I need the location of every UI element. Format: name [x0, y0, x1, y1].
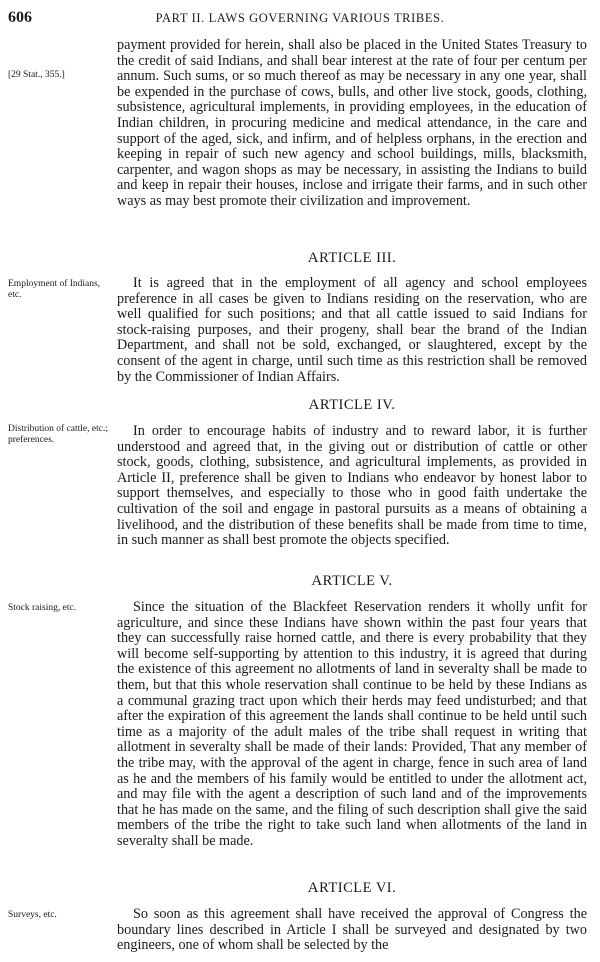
margin-note-distribution: Distribution of cattle, etc.; preferences.	[8, 424, 108, 445]
article-heading-3: ARTICLE III.	[307, 250, 397, 266]
running-head: PART II. LAWS GOVERNING VARIOUS TRIBES.	[155, 11, 445, 25]
article-heading-4: ARTICLE IV.	[308, 397, 396, 413]
article-3-paragraph	[117, 276, 587, 385]
article-heading-6: ARTICLE VI.	[307, 880, 397, 896]
article-5-paragraph	[117, 600, 587, 850]
margin-note-statute: [29 Stat., 355.]	[8, 70, 65, 80]
paragraph-text: payment provided for herein, shall also be placed in the United States Treasury to the credit of said Indians, and shall bear interest at the rate of four per centum per annum. Such sums, or so much thereof as may be necessary in any one year, shall be expended in the purchase of cows, bulls, and other live stock, goods, clothing, subsistence, agricultural implements, in providing employees, in the education of Indian children, in procuring medicine and medical attendance, in the care and support of the aged, sick, and infirm, and of helpless orphans, in the erection and keeping in repair of such new agency and school buildings, mills, blacksmith, carpenter, and wagon shops as may be necessary, in assisting the Indians to build and keep in repair their houses, inclose and irrigate their farms, and in such other ways as may best promote their civilization and improvement.	[117, 37, 587, 209]
page-header	[8, 9, 592, 29]
paragraph-continued	[117, 38, 587, 210]
article-6-paragraph	[117, 907, 587, 954]
paragraph-text: So soon as this agreement shall have received the approval of Congress the boundary lines described in Article I shall be surveyed and designated by two engineers, one of whom shall be selected by the	[117, 906, 587, 954]
margin-note-surveys: Surveys, etc.	[8, 910, 57, 920]
article-4-paragraph	[117, 424, 587, 549]
page-number: 606	[8, 9, 32, 26]
paragraph-text: Since the situation of the Blackfeet Reservation renders it wholly unfit for agriculture, and since these Indians have shown within the past four years that they can successfully raise horned cattle, and there is every probability that they will become self-supporting by attention to this industry, it is agreed that during the existence of this agreement no allotments of land in severalty shall be made to them, but that this whole reservation shall continue to be held by these Indians as a communal grazing tract upon which their herds may feed undisturbed; and that after the expiration of this agreement the lands shall continue to be held until such time as a majority of the adult males of the tribe shall request in writing that allotment in severalty shall be made of their lands: Provided, That any member of the tribe may, with the approval of the agent in charge, fence in such area of land as he and the members of his family would be entitled to under the allotment act, and may file with the agent a description of such land and of the improvements that he has made on the same, and the filing of such description shall give the said members of the tribe the right to take such land when allotments of the land in severalty shall be made.	[117, 599, 587, 849]
margin-note-stock-raising: Stock raising, etc.	[8, 603, 77, 613]
paragraph-text: It is agreed that in the employment of all agency and school employees preference in all cases be given to Indians residing on the reservation, who are well qualified for such positions; and that all cattle issued to said Indians for stock-raising purposes, and their progeny, shall bear the brand of the Indian Department, and shall not be sold, exchanged, or slaughtered, except by the consent of the agent in charge, until such time as this restriction shall be removed by the Commissioner of Indian Affairs.	[117, 275, 587, 385]
article-heading-5: ARTICLE V.	[311, 573, 393, 589]
paragraph-text: In order to encourage habits of industry and to reward labor, it is further understood and agreed that, in the giving out or distribution of cattle or other stock, goods, clothing, subsistence, and agricultural implements, as provided in Article II, preference shall be given to Indians who endeavor by honest labor to support themselves, and especially to those who in good faith undertake the cultivation of the soil and engage in pastoral pursuits as a means of obtaining a livelihood, and the distribution of these benefits shall be made from time to time, in such manner as shall best promote the objects specified.	[117, 423, 587, 549]
margin-note-employment: Employment of Indians, etc.	[8, 279, 101, 300]
